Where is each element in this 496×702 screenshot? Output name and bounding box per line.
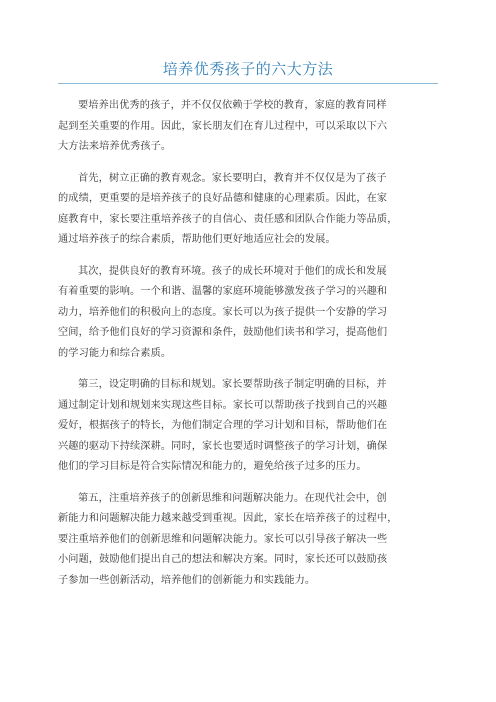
text-line: 有着重要的影响。一个和谐、温馨的家庭环境能够激发孩子学习的兴趣和 <box>58 286 388 297</box>
title-underline <box>58 83 438 84</box>
text-line: 空间，给予他们良好的学习资源和条件，鼓励他们读书和学习，提高他们 <box>58 327 388 338</box>
text-line: 庭教育中，家长要注重培养孩子的自信心、责任感和团队合作能力等品质， <box>58 213 398 225</box>
text-line: 要注重培养他们的创新思维和问题解决能力。家长可以引导孩子解决一些 <box>58 533 388 545</box>
paragraph-second-method <box>58 262 442 365</box>
text-line: 新能力和问题解决能力越来越受到重视。因此，家长在培养孩子的过程中， <box>58 513 398 524</box>
paragraph-first-method <box>58 169 442 251</box>
text-line: 通过制定计划和规划来实现这些目标。家长可以帮助孩子找到自己的兴趣 <box>58 399 388 411</box>
text-line: 第五，注重培养孩子的创新思维和问题解决能力。在现代社会中，创 <box>78 492 387 504</box>
text-line: 的学习能力和综合素质。 <box>58 347 172 359</box>
paragraph-intro <box>58 96 442 158</box>
text-line: 兴趣的驱动下持续深耕。同时，家长也要适时调整孩子的学习计划，确保 <box>58 440 388 452</box>
text-line: 爱好，根据孩子的特长，为他们制定合理的学习计划和目标，帮助他们在 <box>58 420 388 431</box>
paragraph-fifth-method <box>58 489 442 592</box>
document-body <box>58 96 442 602</box>
text-line: 子参加一些创新活动，培养他们的创新能力和实践能力。 <box>58 574 316 586</box>
page-title: 培养优秀孩子的六大方法 <box>162 60 334 78</box>
text-line: 的成绩，更重要的是培养孩子的良好品德和健康的心理素质。因此，在家 <box>58 193 388 204</box>
title-container <box>58 58 438 80</box>
text-line: 第三，设定明确的目标和规划。家长要帮助孩子制定明确的目标，并 <box>78 379 387 390</box>
text-line: 动力，培养他们的积极向上的态度。家长可以为孩子提供一个安静的学习 <box>58 306 388 318</box>
text-line: 大方法来培养优秀孩子。 <box>58 141 172 152</box>
text-line: 起到至关重要的作用。因此，家长朋友们在育儿过程中，可以采取以下六 <box>58 120 388 132</box>
text-line: 要培养出优秀的孩子，并不仅仅依赖于学校的教育，家庭的教育同样 <box>78 100 387 111</box>
text-line: 通过培养孩子的综合素质，帮助他们更好地适应社会的发展。 <box>58 234 336 245</box>
paragraph-third-method <box>58 375 442 478</box>
text-line: 首先，树立正确的教育观念。家长要明白，教育并不仅仅是为了孩子 <box>78 172 387 184</box>
text-line: 他们的学习目标是符合实际情况和能力的，避免给孩子过多的压力。 <box>58 461 367 472</box>
text-line: 其次，提供良好的教育环境。孩子的成长环境对于他们的成长和发展 <box>78 265 387 277</box>
text-line: 小问题，鼓励他们提出自己的想法和解决方案。同时，家长还可以鼓励孩 <box>58 554 388 565</box>
